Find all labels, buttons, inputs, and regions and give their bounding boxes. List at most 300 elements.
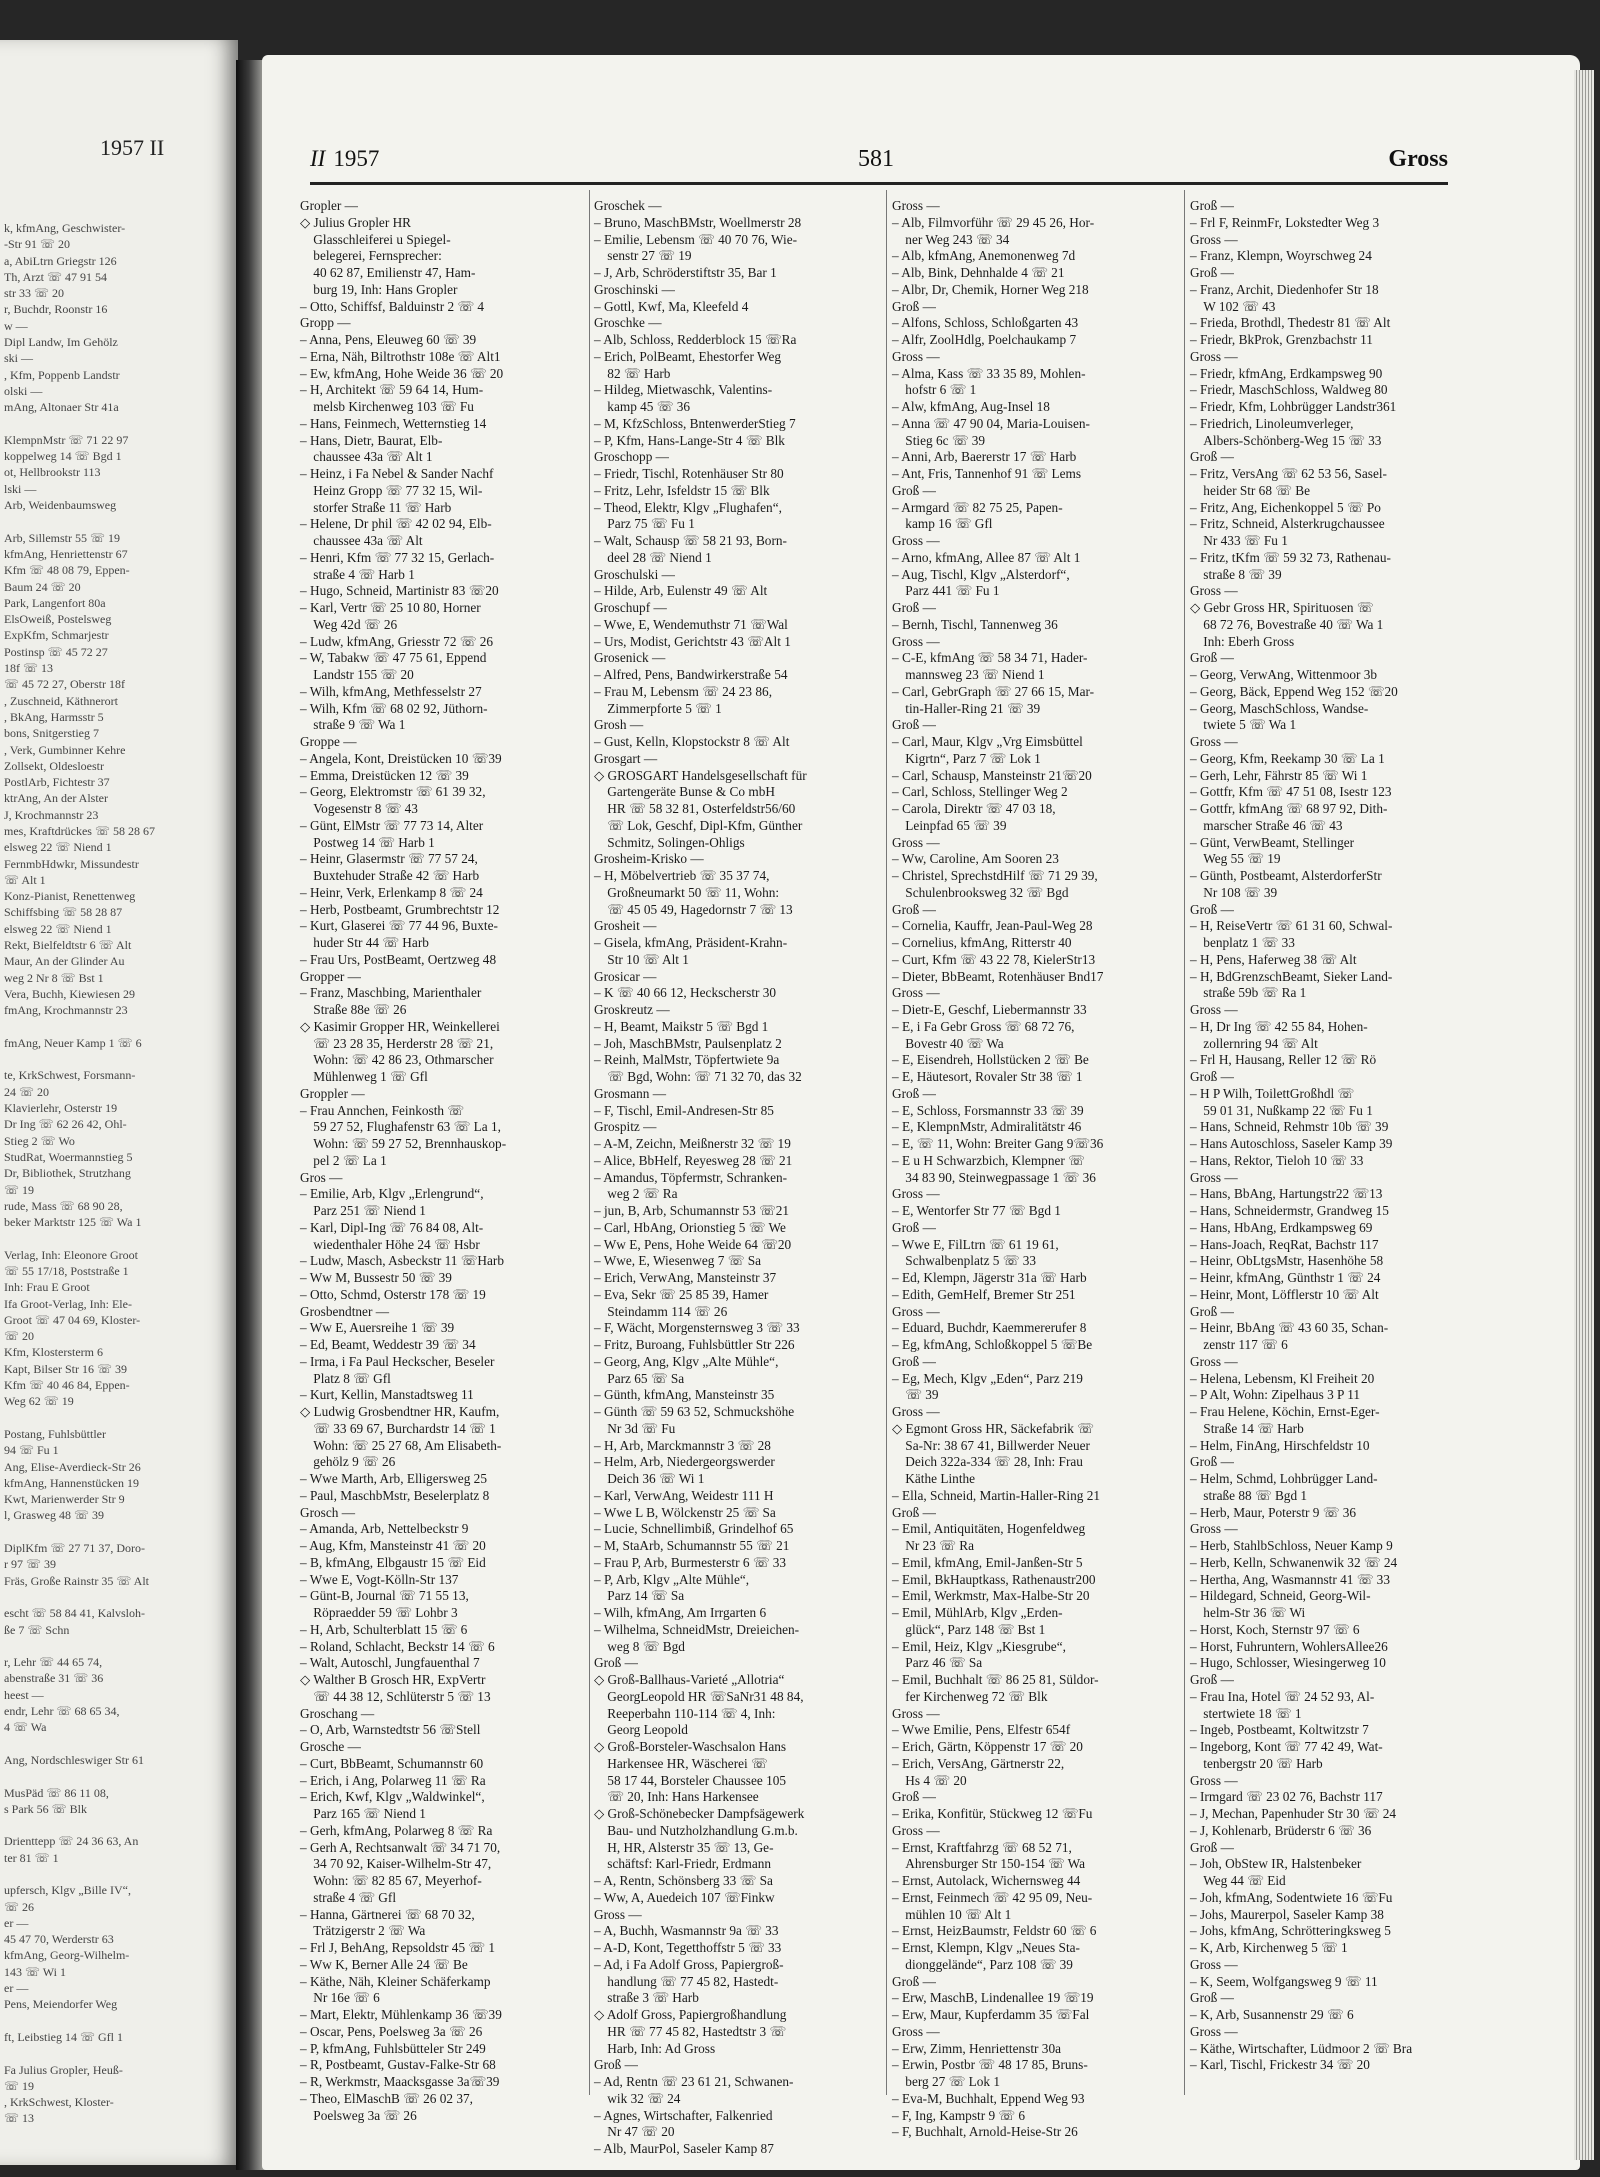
directory-entry: – Ww K, Berner Alle 24 ☏ Be <box>300 1956 468 1972</box>
directory-entry: – Reinh, MalMstr, Töpfertwiete 9a <box>594 1052 780 1068</box>
directory-entry: Gross — <box>1190 1002 1238 1017</box>
directory-entry: – Fritz, Buroang, Fuhlsbüttler Str 226 <box>594 1337 795 1352</box>
directory-entry: Trätzigerstr 2 ☏ Wa <box>300 1923 426 1939</box>
directory-entry: Groß — <box>1190 1454 1234 1470</box>
directory-entry: – Ad, Rentn ☏ 23 61 21, Schwanen- <box>594 2074 794 2089</box>
directory-entry: – Helene, Dr phil ☏ 42 02 94, Elb- <box>300 516 492 532</box>
directory-entry: – Ernst, Feinmech ☏ 42 95 09, Neu- <box>892 1889 1093 1905</box>
directory-entry: – Ernst, Kraftfahrzg ☏ 68 52 71, <box>892 1839 1072 1855</box>
directory-entry: – Ad, i Fa Adolf Gross, Papiergroß- <box>594 1956 784 1972</box>
directory-entry: – Günth, Postbeamt, AlsterdorferStr <box>1190 868 1382 883</box>
left-page-line: s Park 56 ☏ Blk <box>4 1801 88 1816</box>
directory-entry: – Amandus, Töpfermstr, Schranken- <box>594 1169 788 1185</box>
left-page-line: , Zuschneid, Käthnerort <box>4 693 118 708</box>
directory-entry: – Arno, kfmAng, Allee 87 ☏ Alt 1 <box>892 549 1081 565</box>
left-page-line: koppelweg 14 ☏ Bgd 1 <box>4 449 122 464</box>
directory-entry: – Carl, Schloss, Stellinger Weg 2 <box>892 784 1068 800</box>
directory-entry: – Georg, Bäck, Eppend Weg 152 ☏20 <box>1190 683 1398 699</box>
left-page-line: r 97 ☏ 39 <box>4 1557 57 1572</box>
directory-entry: – Erw, MaschB, Lindenallee 19 ☏19 <box>892 1990 1094 2006</box>
directory-entry: – Wwe, E, Wiesenweg 7 ☏ Sa <box>594 1253 762 1269</box>
header-keyword: Gross <box>1388 146 1448 172</box>
directory-entry: – Carl, GebrGraph ☏ 27 66 15, Mar- <box>892 683 1095 699</box>
directory-entry: – Emil, Antiquitäten, Hogenfeldweg <box>892 1521 1086 1537</box>
left-page-line: ☏ 20 <box>4 1329 35 1344</box>
directory-entry: – Helena, Lebensm, Kl Freiheit 20 <box>1190 1370 1375 1386</box>
directory-entry: ☏ 23 28 35, Herderstr 28 ☏ 21, <box>300 1035 494 1051</box>
directory-entry: – Wilh, Kfm ☏ 68 02 92, Jüthorn- <box>300 700 488 716</box>
directory-entry: – Eva-M, Buchhalt, Eppend Weg 93 <box>892 2090 1085 2106</box>
directory-entry: – Erich, Kwf, Klgv „Waldwinkel“, <box>300 1789 485 1805</box>
directory-entry: Landstr 155 ☏ 20 <box>300 667 414 682</box>
directory-entry: – Emilie, Arb, Klgv „Erlengrund“, <box>300 1186 484 1202</box>
directory-column-3 <box>892 198 1176 2140</box>
directory-entry: – Horst, Fuhruntern, WohlersAllee26 <box>1190 1638 1388 1654</box>
directory-entry: – H, Pens, Haferweg 38 ☏ Alt <box>1190 951 1357 967</box>
left-page-line <box>4 2013 244 2029</box>
directory-entry: Grosenick — <box>594 650 666 666</box>
directory-entry: Groppe — <box>300 734 357 749</box>
directory-entry: chaussee 43a ☏ Alt <box>300 533 423 548</box>
directory-entry: H, HR, Alsterstr 35 ☏ 13, Ge- <box>594 1839 774 1855</box>
directory-entry: Grosmann — <box>594 1085 667 1101</box>
directory-entry: – Emil, Buchhalt ☏ 86 25 81, Süldor- <box>892 1672 1099 1687</box>
directory-entry: – K ☏ 40 66 12, Heckscherstr 30 <box>594 985 777 1001</box>
directory-entry: – Fritz, Lehr, Isfeldstr 15 ☏ Blk <box>594 482 770 498</box>
directory-entry: gehölz 9 ☏ 26 <box>300 1454 396 1470</box>
directory-entry: – Anna ☏ 47 90 04, Maria-Louisen- <box>892 415 1090 431</box>
directory-entry: – Erich, i Ang, Polarweg 11 ☏ Ra <box>300 1772 486 1788</box>
directory-entry: – Karl, Vertr ☏ 25 10 80, Horner <box>300 600 481 615</box>
directory-entry: – Hildegard, Schneid, Georg-Wil- <box>1190 1588 1371 1604</box>
directory-entry: Gross — <box>1190 1353 1238 1369</box>
directory-entry: kamp 45 ☏ 36 <box>594 399 691 414</box>
directory-entry: Groskreutz — <box>594 1002 670 1017</box>
directory-entry: Wohn: ☏ 59 27 52, Brennhauskop- <box>300 1136 507 1151</box>
directory-entry: Gross — <box>892 2023 940 2039</box>
directory-entry: – Frau Annchen, Feinkosth ☏ <box>300 1102 464 1118</box>
left-page-line: Kfm ☏ 48 08 79, Eppen- <box>4 563 130 578</box>
left-page-line: ski — <box>4 351 34 366</box>
directory-entry: – Karl, Dipl-Ing ☏ 76 84 08, Alt- <box>300 1219 484 1235</box>
directory-entry: – Hugo, Schlosser, Wiesingerweg 10 <box>1190 1655 1386 1671</box>
left-page-line: 45 47 70, Werderstr 63 <box>4 1932 114 1947</box>
directory-entry: Groß — <box>594 1655 638 1671</box>
left-page-line: kfmAng, Hannenstücken 19 <box>4 1475 139 1490</box>
directory-entry: – Roland, Schlacht, Beckstr 14 ☏ 6 <box>300 1638 495 1654</box>
left-page-line: Dr Ing ☏ 62 26 42, Ohl- <box>4 1117 127 1132</box>
directory-entry: Gropp — <box>300 315 351 331</box>
directory-entry: – Gust, Kelln, Klopstockstr 8 ☏ Alt <box>594 734 790 749</box>
directory-entry: Grosheit — <box>594 918 657 934</box>
directory-entry: – Henri, Kfm ☏ 77 32 15, Gerlach- <box>300 549 495 565</box>
left-page-line: bons, Snitgerstieg 7 <box>4 726 99 741</box>
directory-entry: Gropler — <box>300 198 358 213</box>
left-page-line <box>4 1019 244 1035</box>
left-page-line: ☏ 13 <box>4 2111 35 2126</box>
directory-entry: Straße 88e ☏ 26 <box>300 1002 407 1017</box>
directory-entry: – Herb, Maur, Poterstr 9 ☏ 36 <box>1190 1504 1357 1520</box>
left-page-line: Maur, An der Glinder Au <box>4 954 125 969</box>
directory-entry: – Karl, VerwAng, Weidestr 111 H <box>594 1487 774 1503</box>
directory-entry: Nr 433 ☏ Fu 1 <box>1190 533 1288 548</box>
directory-entry: Steindamm 114 ☏ 26 <box>594 1303 728 1319</box>
directory-entry: – Alfr, ZoolHdlg, Poelchaukamp 7 <box>892 332 1077 347</box>
directory-entry: – E, i Fa Gebr Gross ☏ 68 72 76, <box>892 1018 1075 1034</box>
directory-entry: twiete 5 ☏ Wa 1 <box>1190 717 1297 733</box>
directory-entry: Kigrtn“, Parz 7 ☏ Lok 1 <box>892 750 1041 766</box>
left-page-line: Fräs, Große Rainstr 35 ☏ Alt <box>4 1573 149 1588</box>
directory-entry: – A, Buchh, Wasmannstr 9a ☏ 33 <box>594 1923 779 1939</box>
directory-column-2 <box>594 198 878 2156</box>
directory-entry: – Carl, Maur, Klgv „Vrg Eimsbüttel <box>892 734 1083 749</box>
directory-entry: Großneumarkt 50 ☏ 11, Wohn: <box>594 884 780 900</box>
left-page-lines <box>4 220 244 2127</box>
directory-entry: – Emilie, Lebensm ☏ 40 70 76, Wie- <box>594 231 798 247</box>
directory-entry: ◇ Groß-Ballhaus-Varieté „Allotria“ <box>594 1672 785 1687</box>
directory-entry: – Eg, kfmAng, Schloßkoppel 5 ☏Be <box>892 1337 1093 1352</box>
directory-entry: – Ed, Beamt, Weddestr 39 ☏ 34 <box>300 1337 476 1352</box>
left-page-line: er — <box>4 1915 29 1930</box>
left-page-line <box>4 1410 244 1426</box>
directory-entry: – Wwe Marth, Arb, Elligersweg 25 <box>300 1471 487 1486</box>
directory-entry: ◇ Walther B Grosch HR, ExpVertr <box>300 1672 486 1687</box>
directory-entry: Gross — <box>892 348 940 364</box>
column-rule <box>886 190 887 2095</box>
directory-entry: – Ww M, Bussestr 50 ☏ 39 <box>300 1270 452 1285</box>
directory-entry: kamp 16 ☏ Gfl <box>892 516 993 532</box>
directory-entry: 68 72 76, Bovestraße 40 ☏ Wa 1 <box>1190 616 1384 632</box>
directory-entry: Groß — <box>892 298 936 314</box>
directory-entry: – E, ☏ 11, Wohn: Breiter Gang 9☏36 <box>892 1136 1104 1151</box>
directory-entry: – E, Häutesort, Rovaler Str 38 ☏ 1 <box>892 1069 1083 1084</box>
directory-entry: straße 4 ☏ Gfl <box>300 1889 397 1905</box>
directory-entry: – Curt, BbBeamt, Schumannstr 60 <box>300 1755 484 1771</box>
directory-entry: – Ingeborg, Kont ☏ 77 42 49, Wat- <box>1190 1739 1383 1754</box>
directory-entry: – Frau M, Lebensm ☏ 24 23 86, <box>594 683 773 699</box>
directory-entry: – Alb, Filmvorführ ☏ 29 45 26, Hor- <box>892 214 1095 230</box>
directory-entry: Gross — <box>1190 2023 1238 2039</box>
directory-entry: – Dieter, BbBeamt, Rotenhäuser Bnd17 <box>892 968 1104 984</box>
directory-entry: senstr 27 ☏ 19 <box>594 248 692 264</box>
directory-entry: ☏ Lok, Geschf, Dipl-Kfm, Günther <box>594 817 803 833</box>
directory-entry: Gropper — <box>300 968 361 984</box>
directory-entry: – Erna, Näh, Biltrothstr 108e ☏ Alt1 <box>300 348 501 364</box>
directory-entry: ner Weg 243 ☏ 34 <box>892 231 1010 247</box>
directory-entry: handlung ☏ 77 45 82, Hastedt- <box>594 1973 779 1989</box>
directory-entry: 58 17 44, Borsteler Chaussee 105 <box>594 1772 787 1788</box>
directory-entry: – Ernst, Klempn, Klgv „Neues Sta- <box>892 1940 1080 1955</box>
directory-entry: Weg 55 ☏ 19 <box>1190 851 1281 867</box>
directory-entry: – H, Dr Ing ☏ 42 55 84, Hohen- <box>1190 1018 1368 1034</box>
directory-entry: – F, Tischl, Emil-Andresen-Str 85 <box>594 1102 774 1118</box>
directory-entry: Harkensee HR, Wäscherei ☏ <box>594 1755 768 1771</box>
directory-entry: wiedenthaler Höhe 24 ☏ Hsbr <box>300 1236 480 1252</box>
directory-entry: Parz 65 ☏ Sa <box>594 1370 685 1386</box>
directory-entry: – Erwin, Postbr ☏ 48 17 85, Bruns- <box>892 2057 1088 2073</box>
directory-entry: – Käthe, Wirtschafter, Lüdmoor 2 ☏ Bra <box>1190 2040 1413 2056</box>
left-page-line <box>4 1589 244 1605</box>
directory-entry: – Dietr-E, Geschf, Liebermannstr 33 <box>892 1002 1087 1017</box>
directory-entry: burg 19, Inh: Hans Gropler <box>300 281 458 297</box>
directory-entry: – Hilde, Arb, Eulenstr 49 ☏ Alt <box>594 583 768 599</box>
directory-entry: – R, Postbeamt, Gustav-Falke-Str 68 <box>300 2057 496 2073</box>
directory-entry: Nr 3d ☏ Fu <box>594 1420 676 1436</box>
page-header <box>310 146 1448 185</box>
directory-entry: glück“, Parz 148 ☏ Bst 1 <box>892 1621 1046 1637</box>
directory-entry: – Friedr, Kfm, Lohbrügger Landstr361 <box>1190 399 1397 414</box>
directory-entry: ☏ 33 69 67, Burchardstr 14 ☏ 1 <box>300 1420 496 1436</box>
directory-entry: Groß — <box>892 1085 936 1101</box>
directory-entry: 82 ☏ Harb <box>594 365 671 381</box>
directory-entry: – Emil, MühlArb, Klgv „Erden- <box>892 1605 1063 1620</box>
left-page-line: rude, Mass ☏ 68 90 28, <box>4 1198 123 1213</box>
directory-entry: Groschopp — <box>594 449 669 465</box>
directory-entry: – J, Kohlenarb, Brüderstr 6 ☏ 36 <box>1190 1822 1372 1838</box>
directory-entry: Grospitz — <box>594 1119 657 1135</box>
directory-entry: – Günt, ElMstr ☏ 77 73 14, Alter <box>300 817 484 833</box>
directory-entry: – Günth, kfmAng, Mansteinstr 35 <box>594 1387 775 1403</box>
directory-entry: – F, Wächt, Morgensternsweg 3 ☏ 33 <box>594 1320 800 1336</box>
directory-entry: – Carl, HbAng, Orionstieg 5 ☏ We <box>594 1219 786 1235</box>
directory-entry: dionggelände“, Parz 108 ☏ 39 <box>892 1956 1073 1972</box>
directory-entry: – Irma, i Fa Paul Heckscher, Beseler <box>300 1353 495 1369</box>
directory-entry: storfer Straße 11 ☏ Harb <box>300 499 452 515</box>
directory-entry: – H, Arb, Schulterblatt 15 ☏ 6 <box>300 1621 468 1637</box>
left-page-line <box>4 1736 244 1752</box>
directory-entry: Gros — <box>300 1169 343 1185</box>
directory-entry: ◇ Kasimir Gropper HR, Weinkellerei <box>300 1018 500 1034</box>
directory-entry: – Wilh, kfmAng, Methfesselstr 27 <box>300 683 482 699</box>
directory-entry: mannsweg 23 ☏ Niend 1 <box>892 667 1045 682</box>
directory-entry: Inh: Eberh Gross <box>1190 633 1295 649</box>
directory-entry: Schmitz, Solingen-Ohligs <box>594 834 745 850</box>
directory-entry: Wohn: ☏ 25 27 68, Am Elisabeth- <box>300 1437 502 1453</box>
directory-entry: Groß — <box>1190 1303 1234 1319</box>
directory-entry: straße 59b ☏ Ra 1 <box>1190 985 1307 1001</box>
directory-entry: Grosch — <box>300 1504 356 1520</box>
left-page-line: r, Lehr ☏ 44 65 74, <box>4 1655 103 1670</box>
left-page-line <box>4 1817 244 1833</box>
directory-entry: Weg 44 ☏ Eid <box>1190 1873 1286 1888</box>
left-page-line: abenstraße 31 ☏ 36 <box>4 1671 104 1686</box>
directory-entry: – F, Ing, Kampstr 9 ☏ 6 <box>892 2107 1026 2123</box>
directory-entry: – Hertha, Ang, Wasmannstr 41 ☏ 33 <box>1190 1571 1390 1587</box>
directory-entry: – P Alt, Wohn: Zipelhaus 3 P 11 <box>1190 1387 1361 1403</box>
left-page-line: Klavierlehr, Osterstr 19 <box>4 1101 118 1116</box>
directory-entry: – P, Arb, Klgv „Alte Mühle“, <box>594 1571 750 1587</box>
directory-entry: – A, Rentn, Schönsberg 33 ☏ Sa <box>594 1873 773 1888</box>
directory-entry: berg 27 ☏ Lok 1 <box>892 2074 1000 2089</box>
directory-entry: straße 8 ☏ 39 <box>1190 566 1282 582</box>
directory-entry: HR ☏ 58 32 81, Osterfeldstr56/60 <box>594 801 796 816</box>
directory-entry: – J, Mechan, Papenhuder Str 30 ☏ 24 <box>1190 1806 1397 1821</box>
directory-entry: Parz 46 ☏ Sa <box>892 1655 983 1671</box>
left-page-line: 4 ☏ Wa <box>4 1720 47 1735</box>
directory-entry: – Alfons, Schloss, Schloßgarten 43 <box>892 315 1079 331</box>
directory-entry: stertwiete 18 ☏ 1 <box>1190 1705 1302 1721</box>
directory-entry: 34 70 92, Kaiser-Wilhelm-Str 47, <box>300 1856 492 1872</box>
directory-entry: – Oscar, Pens, Poelsweg 3a ☏ 26 <box>300 2023 483 2039</box>
directory-entry: Buxtehuder Straße 42 ☏ Harb <box>300 868 480 883</box>
directory-entry: Gross — <box>1190 734 1238 749</box>
directory-entry: – E u H Schwarzbich, Klempner ☏ <box>892 1152 1085 1168</box>
directory-entry: – Heinr, kfmAng, Günthstr 1 ☏ 24 <box>1190 1270 1381 1285</box>
directory-entry: schäftsf: Karl-Friedr, Erdmann <box>594 1856 772 1872</box>
directory-entry: Groß — <box>1190 650 1234 666</box>
directory-entry: – Kurt, Kellin, Manstadtsweg 11 <box>300 1387 474 1403</box>
directory-entry: – Herb, Postbeamt, Grumbrechtstr 12 <box>300 901 500 917</box>
left-page-line: fmAng, Krochmannstr 23 <box>4 1003 128 1018</box>
header-year: II 1957 <box>310 146 380 171</box>
directory-entry: Grosicar — <box>594 968 657 984</box>
left-page-line <box>4 1638 244 1654</box>
directory-entry: – Helm, Arb, Niedergeorgswerder <box>594 1454 775 1470</box>
directory-entry: – Hans, HbAng, Erdkampsweg 69 <box>1190 1219 1373 1235</box>
directory-entry: – Erich, VerwAng, Mansteinstr 37 <box>594 1270 777 1285</box>
directory-entry: – A-M, Zeichn, Meißnerstr 32 ☏ 19 <box>594 1136 791 1151</box>
directory-entry: Leinpfad 65 ☏ 39 <box>892 817 1007 833</box>
directory-entry: W 102 ☏ 43 <box>1190 298 1276 314</box>
left-page-line: str 33 ☏ 20 <box>4 286 65 301</box>
directory-entry: Groppler — <box>300 1085 365 1101</box>
left-page-line: upfersch, Klgv „Bille IV“, <box>4 1883 131 1898</box>
directory-entry: – Herb, StahlbSchloss, Neuer Kamp 9 <box>1190 1538 1393 1553</box>
directory-entry: – Mart, Elektr, Mühlenkamp 36 ☏39 <box>300 2007 502 2022</box>
column-rule <box>589 190 590 2095</box>
left-page-line: KlempnMstr ☏ 71 22 97 <box>4 432 129 447</box>
directory-entry: – M, StaArb, Schumannstr 55 ☏ 21 <box>594 1538 790 1553</box>
left-page-line: PostlArb, Fichtestr 37 <box>4 775 110 790</box>
directory-entry: – Ingeb, Postbeamt, Koltwitzstr 7 <box>1190 1722 1369 1738</box>
left-page-line: ☏ 19 <box>4 1182 35 1197</box>
directory-entry: – Otto, Schmd, Osterstr 178 ☏ 19 <box>300 1286 486 1302</box>
left-page-line: , KrkSchwest, Kloster- <box>4 2095 114 2110</box>
directory-entry: tenbergstr 20 ☏ Harb <box>1190 1755 1323 1771</box>
left-page-line: elsweg 22 ☏ Niend 1 <box>4 921 112 936</box>
directory-entry: zenstr 117 ☏ 6 <box>1190 1337 1288 1352</box>
left-page-line: mAng, Altonaer Str 41a <box>4 400 119 415</box>
directory-entry: – H, Architekt ☏ 59 64 14, Hum- <box>300 382 484 398</box>
left-page-line: l, Grasweg 48 ☏ 39 <box>4 1508 104 1523</box>
left-page-line: ter 81 ☏ 1 <box>4 1850 59 1865</box>
left-page-line <box>4 1524 244 1540</box>
directory-entry: – Armgard ☏ 82 75 25, Papen- <box>892 499 1063 515</box>
directory-entry: – Alma, Kass ☏ 33 35 89, Mohlen- <box>892 365 1086 381</box>
directory-entry: – Gerh, kfmAng, Polarweg 8 ☏ Ra <box>300 1822 493 1838</box>
directory-entry: Gross — <box>892 1404 940 1419</box>
left-page-line <box>4 1051 244 1067</box>
directory-entry: Glasschleiferei u Spiegel- <box>300 231 451 247</box>
directory-entry: – Cornelius, kfmAng, Ritterstr 40 <box>892 935 1072 950</box>
directory-entry: – Frau Ina, Hotel ☏ 24 52 93, Al- <box>1190 1688 1375 1704</box>
directory-entry: – Heinz, i Fa Nebel & Sander Nachf <box>300 466 494 481</box>
directory-entry: Gross — <box>892 834 940 850</box>
directory-entry: Straße 14 ☏ Harb <box>1190 1420 1304 1436</box>
left-page-line: Konz-Pianist, Renettenweg <box>4 889 136 904</box>
directory-entry: ☏ 44 38 12, Schlüterstr 5 ☏ 13 <box>300 1688 491 1704</box>
directory-entry: Groschupf — <box>594 600 667 615</box>
left-page-line: ktrAng, An der Alster <box>4 791 108 806</box>
directory-entry: Groschinski — <box>594 281 675 297</box>
directory-entry: Grosbendtner — <box>300 1303 389 1319</box>
directory-entry: – Georg, Ang, Klgv „Alte Mühle“, <box>594 1353 779 1369</box>
directory-entry: – Georg, VerwAng, Wittenmoor 3b <box>1190 667 1378 682</box>
directory-entry: Groß — <box>892 600 936 615</box>
directory-entry: Parz 14 ☏ Sa <box>594 1588 685 1604</box>
directory-entry: – Gisela, kfmAng, Präsident-Krahn- <box>594 935 788 950</box>
directory-entry: – Heinr, BbAng ☏ 43 60 35, Schan- <box>1190 1320 1389 1336</box>
directory-entry: Nr 23 ☏ Ra <box>892 1538 974 1553</box>
left-page-line: Ang, Nordschleswiger Str 61 <box>4 1752 144 1767</box>
directory-entry: – Frau Helene, Köchin, Ernst-Eger- <box>1190 1404 1380 1419</box>
left-page-line: ☏ 26 <box>4 1899 35 1914</box>
directory-entry: Parz 251 ☏ Niend 1 <box>300 1203 426 1218</box>
directory-entry: – Ludw, kfmAng, Griesstr 72 ☏ 26 <box>300 633 494 649</box>
directory-entry: – Paul, MaschbMstr, Beselerplatz 8 <box>300 1487 490 1503</box>
directory-entry: Str 10 ☏ Alt 1 <box>594 951 689 967</box>
directory-entry: straße 3 ☏ Harb <box>594 1990 699 2006</box>
directory-entry: ☏ Bgd, Wohn: ☏ 71 32 70, das 32 <box>594 1069 802 1084</box>
left-page-line: er — <box>4 1981 29 1996</box>
directory-entry: – Ww E, Auersreihe 1 ☏ 39 <box>300 1320 455 1336</box>
directory-entry: Käthe Linthe <box>892 1471 976 1486</box>
left-page-line: Kapt, Bilser Str 16 ☏ 39 <box>4 1361 127 1376</box>
left-page-line: 24 ☏ 20 <box>4 1084 50 1099</box>
directory-entry: – Amanda, Arb, Nettelbeckstr 9 <box>300 1521 469 1537</box>
directory-entry: Groschang — <box>300 1705 375 1721</box>
directory-entry: Gross — <box>1190 1956 1238 1972</box>
left-page-header: 1957 II <box>100 135 165 160</box>
directory-entry: – Emil, kfmAng, Emil-Janßen-Str 5 <box>892 1554 1083 1570</box>
left-page-line: mes, Kraftdrückes ☏ 58 28 67 <box>4 823 155 838</box>
directory-entry: – Ww E, Pens, Hohe Weide 64 ☏20 <box>594 1236 792 1252</box>
directory-entry: Groß — <box>1190 449 1234 465</box>
directory-entry: Wohn: ☏ 82 85 67, Meyerhof- <box>300 1873 482 1888</box>
directory-entry: – Joh, kfmAng, Sodentwiete 16 ☏Fu <box>1190 1889 1393 1905</box>
left-page-line <box>4 416 244 432</box>
left-page-line: Kwt, Marienwerder Str 9 <box>4 1492 125 1507</box>
directory-entry: – Erw, Zimm, Henriettenstr 30a <box>892 2040 1061 2056</box>
directory-entry: – Hans-Joach, ReqRat, Bachstr 117 <box>1190 1236 1379 1252</box>
directory-entry: – E, Schloss, Forsmannstr 33 ☏ 39 <box>892 1102 1084 1118</box>
directory-entry: ◇ Groß-Schönebecker Dampfsägewerk <box>594 1806 805 1821</box>
directory-entry: – Angela, Kont, Dreistücken 10 ☏39 <box>300 750 502 766</box>
directory-entry: – Günt, VerwBeamt, Stellinger <box>1190 834 1355 850</box>
directory-entry: Gross — <box>892 633 940 649</box>
directory-entry: – Hanna, Gärtnerei ☏ 68 70 32, <box>300 1906 475 1922</box>
directory-entry: Groß — <box>1190 1839 1234 1855</box>
directory-entry: – Joh, MaschBMstr, Paulsenplatz 2 <box>594 1035 782 1051</box>
directory-entry: Groß — <box>892 717 936 733</box>
directory-entry: – Carola, Direktr ☏ 47 03 18, <box>892 801 1056 816</box>
directory-entry: – Wwe L B, Wölckenstr 25 ☏ Sa <box>594 1504 776 1520</box>
directory-entry: Gartengeräte Bunse & Co mbH <box>594 784 775 800</box>
directory-entry: fer Kirchenweg 72 ☏ Blk <box>892 1688 1048 1704</box>
directory-entry: Sa-Nr: 38 67 41, Billwerder Neuer <box>892 1437 1090 1453</box>
directory-entry: – H, BdGrenzschBeamt, Sieker Land- <box>1190 968 1393 984</box>
directory-entry: – H, Möbelvertrieb ☏ 35 37 74, <box>594 868 770 883</box>
directory-entry: Deich 322a-334 ☏ 28, Inh: Frau <box>892 1454 1083 1470</box>
directory-entry: 59 27 52, Flughafenstr 63 ☏ La 1, <box>300 1119 501 1135</box>
left-page-line: Postinsp ☏ 45 72 27 <box>4 644 108 659</box>
directory-entry: – Alb, kfmAng, Anemonenweg 7d <box>892 248 1076 264</box>
directory-entry: – E, Wentorfer Str 77 ☏ Bgd 1 <box>892 1203 1061 1218</box>
directory-entry: – Aug, Tischl, Klgv „Alsterdorf“, <box>892 566 1070 582</box>
directory-entry: Weg 42d ☏ 26 <box>300 616 398 632</box>
directory-entry: Groß — <box>892 1353 936 1369</box>
directory-entry: – P, Kfm, Hans-Lange-Str 4 ☏ Blk <box>594 432 785 448</box>
